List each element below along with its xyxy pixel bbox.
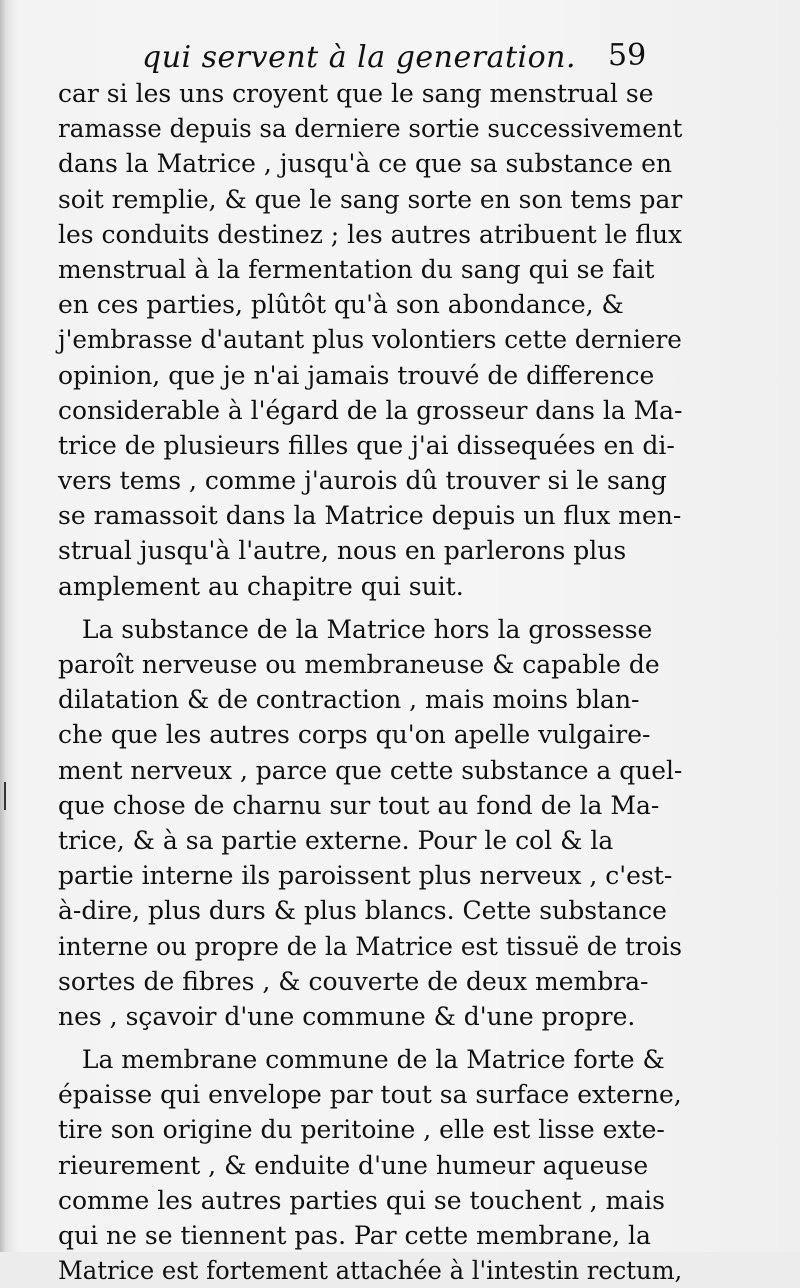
text-line: ment nerveux , parce que cette substance a quel- — [58, 755, 683, 785]
text-line: interne ou propre de la Matrice est tissuë de trois — [58, 931, 683, 961]
text-line: les conduits destinez ; les autres atribuent le flux — [58, 219, 683, 249]
text-line: nes , sçavoir d'une commune & d'une propre. — [58, 1001, 636, 1031]
text-line: ramasse depuis sa derniere sortie successivement — [58, 114, 683, 144]
text-line: che que les autres corps qu'on apelle vulgaire- — [58, 720, 651, 750]
text-line: que chose de charnu sur tout au fond de la Ma- — [58, 790, 660, 820]
text-line: trice de plusieurs filles que j'ai dissequées en di- — [58, 430, 675, 460]
text-line: partie interne ils paroissent plus nerveux , c'est- — [58, 861, 673, 891]
text-line: se ramassoit dans la Matrice depuis un flux men- — [58, 501, 682, 531]
text-line: La membrane commune de la Matrice forte & — [58, 1045, 665, 1075]
page-header — [142, 40, 662, 80]
text-line: opinion, que je n'ai jamais trouvé de difference — [58, 360, 655, 390]
paragraph-gap — [58, 1034, 682, 1042]
text-line: considerable à l'égard de la grosseur dans la Ma- — [58, 395, 683, 425]
text-line: Matrice est fortement attachée à l'intestin rectum, — [58, 1256, 683, 1286]
text-line: menstrual à la fermentation du sang qui se fait — [58, 254, 655, 284]
text-line: sortes de fibres , & couverte de deux membra- — [58, 966, 649, 996]
paragraph-1 — [58, 76, 682, 604]
paragraph-3 — [58, 1042, 682, 1288]
text-line: épaisse qui envelope par tout sa surface externe, — [58, 1080, 682, 1110]
text-line: à-dire, plus durs & plus blancs. Cette substance — [58, 896, 667, 926]
text-line: vers tems , comme j'aurois dû trouver si le sang — [58, 466, 667, 496]
text-line: paroît nerveuse ou membraneuse & capable de — [58, 650, 660, 679]
margin-ink-mark — [4, 782, 6, 810]
page-edge-shadow — [0, 0, 6, 1252]
text-line: La substance de la Matrice hors la grossesse — [58, 614, 653, 644]
text-line: amplement au chapitre qui suit. — [58, 571, 464, 601]
paragraph-2 — [58, 612, 682, 1034]
text-line: strual jusqu'à l'autre, nous en parlerons plus — [58, 536, 627, 566]
text-line: rieurement , & enduite d'une humeur aqueuse — [58, 1150, 649, 1180]
running-title: qui servent à la generation. — [142, 40, 577, 75]
text-line: dilatation & de contraction , mais moins blan- — [58, 685, 640, 715]
text-line: qui ne se tiennent pas. Par cette membrane, la — [58, 1221, 651, 1250]
text-line: dans la Matrice , jusqu'à ce que sa substance en — [58, 149, 673, 179]
paragraph-gap — [58, 604, 682, 612]
text-line: tire son origine du peritoine , elle est lisse exte- — [58, 1115, 665, 1145]
text-line: trice, & à sa partie externe. Pour le col & la — [58, 825, 614, 855]
text-line: j'embrasse d'autant plus volontiers cette derniere — [58, 325, 682, 355]
page-number: 59 — [608, 38, 647, 73]
text-line: comme les autres parties qui se touchent , mais — [58, 1185, 665, 1215]
text-line: car si les uns croyent que le sang menstrual se — [58, 79, 654, 108]
text-line: soit remplie, & que le sang sorte en son tems par — [58, 184, 683, 214]
text-line: en ces parties, plûtôt qu'à son abondance, & — [58, 290, 624, 320]
body-text — [58, 76, 682, 1288]
